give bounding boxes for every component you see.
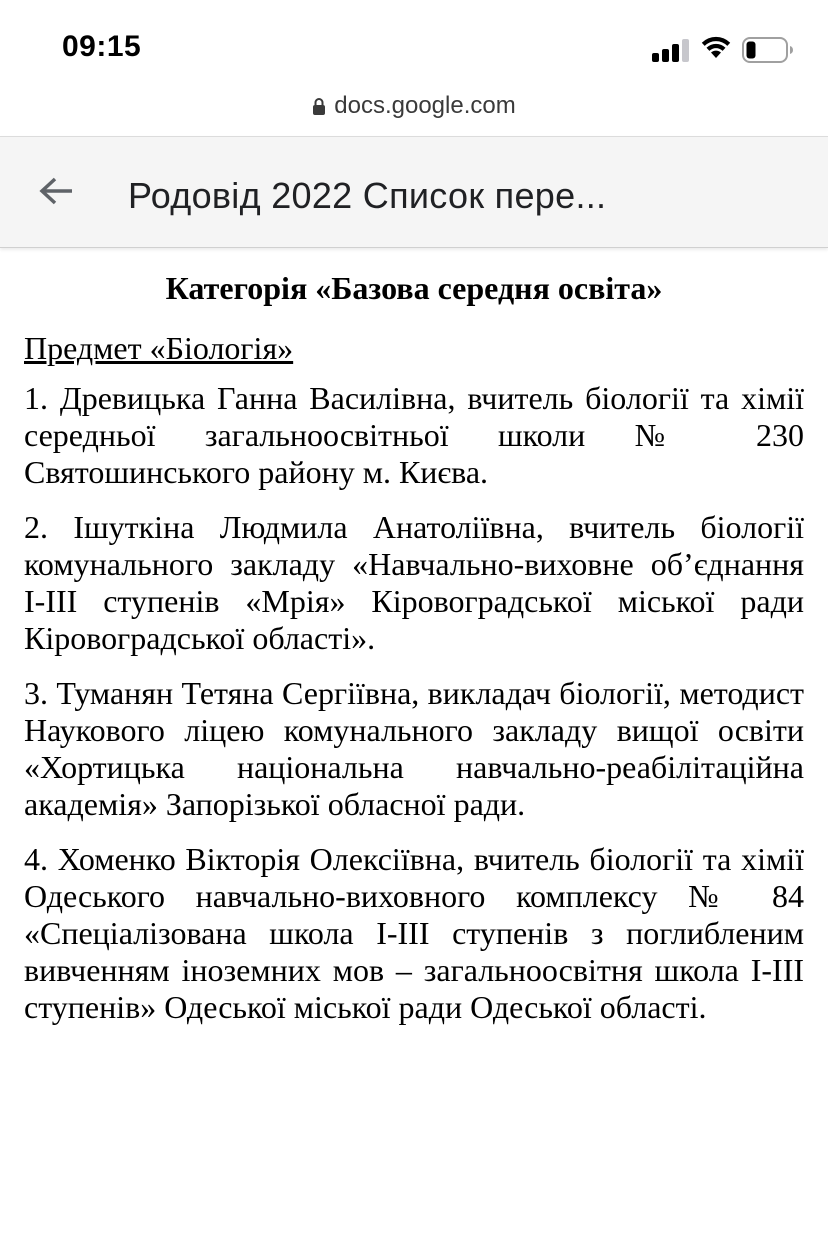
- category-heading: Категорія «Базова середня освіта»: [165, 270, 663, 306]
- list-item: 3. Туманян Тетяна Сергіївна, викладач біології, методист Наукового ліцею комунального закладу вищої освіти «Хортицька національна навчально-реабілітаційна академія» Запорізької обласної ради.: [24, 675, 804, 822]
- list-item: 1. Древицька Ганна Василівна, вчитель біології та хімії середньої загальноосвітньої школи № 230 Святошинського району м. Києва.: [24, 380, 804, 490]
- back-button[interactable]: [30, 167, 82, 219]
- doc-header: [0, 136, 828, 248]
- back-arrow-icon: [38, 176, 74, 211]
- status-time: 09:15: [62, 30, 142, 63]
- document-body: [24, 266, 804, 1044]
- status-bar: [0, 0, 828, 80]
- browser-url-bar[interactable]: [0, 80, 828, 136]
- list-item: 4. Хоменко Вікторія Олексіївна, вчитель біології та хімії Одеського навчально-виховного комплексу № 84 «Спеціалізована школа І-ІІІ ступенів з поглибленим вивченням іноземних мов – загальноосвітня школа І-ІІІ ступенів» Одеської міської ради Одеської області.: [24, 841, 804, 1025]
- wifi-icon: [700, 34, 732, 60]
- lock-icon: [312, 97, 326, 115]
- battery-icon: [742, 37, 794, 63]
- doc-title: Родовід 2022 Список пере...: [128, 175, 607, 216]
- list-item: 2. Ішуткіна Людмила Анатоліївна, вчитель біології комунального закладу «Навчально-виховне об’єднання І-ІІІ ступенів «Мрія» Кіровоградської міської ради Кіровоградської області».: [24, 509, 804, 656]
- subject-heading: Предмет «Біологія»: [24, 330, 294, 366]
- url-text: docs.google.com: [334, 92, 516, 119]
- cellular-signal-icon: [652, 38, 690, 62]
